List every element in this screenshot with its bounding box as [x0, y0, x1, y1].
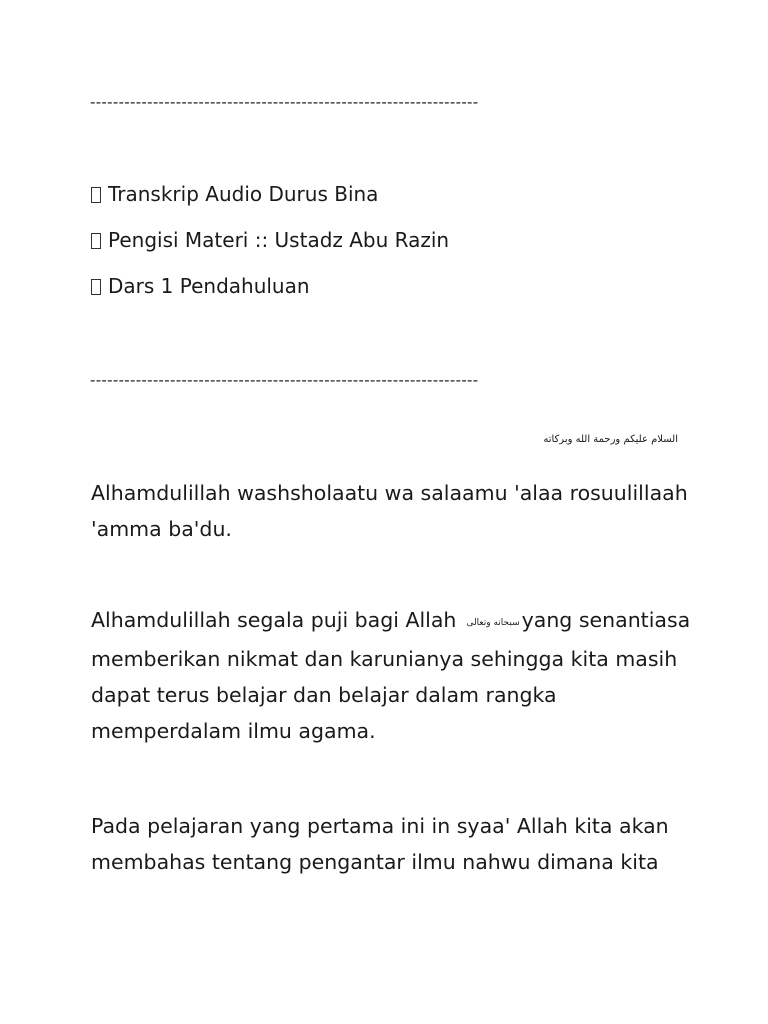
paragraph-intro-lesson: Pada pelajaran yang pertama ini in syaa' Allah kita akan membahas tentang pengantar ilmu nahwu dimana kita: [91, 814, 669, 874]
divider-top: --------------------------------------------------------------------: [90, 93, 479, 111]
praise-text-after: yang senantiasa memberikan nikmat dan karunianya sehingga kita masih dapat terus belajar dan belajar dalam rangka memperdalam ilmu agama.: [91, 608, 691, 743]
header-lesson-text: Dars 1 Pendahuluan: [108, 274, 310, 298]
missing-glyph-icon: [91, 279, 101, 295]
header-line-title: [91, 180, 378, 208]
arabic-honorific: سبحانه وتعالى: [466, 618, 520, 628]
divider-bottom: --------------------------------------------------------------------: [90, 371, 479, 389]
praise-text-before: Alhamdulillah segala puji bagi Allah: [91, 608, 457, 632]
header-speaker-text: Pengisi Materi :: Ustadz Abu Razin: [108, 228, 450, 252]
missing-glyph-icon: [91, 233, 101, 249]
paragraph-praise: [91, 602, 691, 749]
header-line-lesson: [91, 272, 310, 300]
arabic-greeting: السلام عليكم ورحمة الله وبركاته: [543, 434, 678, 445]
missing-glyph-icon: [91, 187, 101, 203]
header-title-text: Transkrip Audio Durus Bina: [108, 182, 379, 206]
paragraph-opening: Alhamdulillah washsholaatu wa salaamu 'alaa rosuulillaah 'amma ba'du.: [91, 481, 688, 541]
header-line-speaker: [91, 226, 449, 254]
